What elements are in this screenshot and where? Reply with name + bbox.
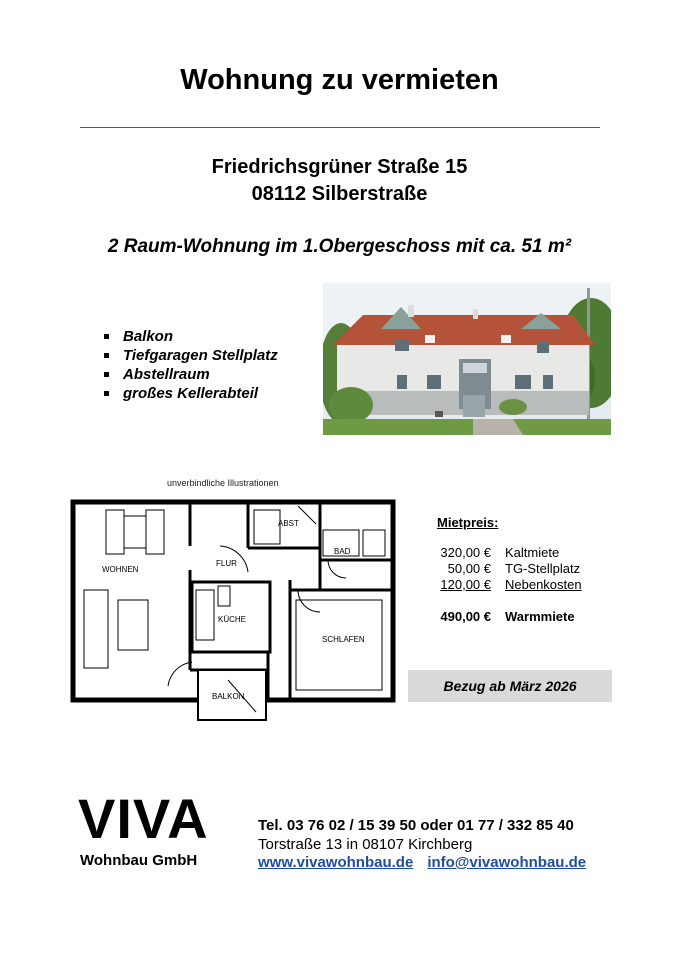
availability-badge: Bezug ab März 2026 xyxy=(408,670,612,702)
contact-phone: Tel. 03 76 02 / 15 39 50 oder 01 77 / 332 85 40 xyxy=(258,817,574,834)
feature-item: Balkon xyxy=(104,327,278,346)
price-total-row xyxy=(437,609,575,625)
price-heading: Mietpreis: xyxy=(437,515,499,530)
contact-address: Torstraße 13 in 08107 Kirchberg xyxy=(258,836,473,853)
address-street: Friedrichsgrüner Straße 15 xyxy=(211,156,468,178)
price-total-label: Warmmiete xyxy=(505,609,575,624)
floorplan xyxy=(68,490,398,722)
building-photo xyxy=(323,283,611,435)
company-logo: VIVA xyxy=(78,787,209,850)
divider xyxy=(80,127,600,128)
room-label-flur: FLUR xyxy=(216,559,237,568)
room-label-schlafen: SCHLAFEN xyxy=(322,635,365,644)
room-label-wohnen: WOHNEN xyxy=(102,565,139,574)
apartment-subtitle: 2 Raum-Wohnung im 1.Obergeschoss mit ca. 51 m² xyxy=(107,236,572,257)
room-label-balkon: BALKON xyxy=(212,692,245,701)
feature-item: Abstellraum xyxy=(104,365,278,384)
price-row xyxy=(437,561,580,577)
room-label-bad: BAD xyxy=(334,547,351,556)
company-subtitle: Wohnbau GmbH xyxy=(80,852,198,869)
price-row xyxy=(437,577,582,593)
website-link[interactable]: www.vivawohnbau.de xyxy=(258,854,414,871)
price-amount: 50,00 € xyxy=(447,561,491,576)
price-label: Kaltmiete xyxy=(505,545,560,560)
room-label-kueche: KÜCHE xyxy=(218,615,247,624)
email-link[interactable]: info@vivawohnbau.de xyxy=(427,854,587,871)
price-total-amount: 490,00 € xyxy=(440,609,491,624)
room-label-abst: ABST xyxy=(278,519,299,528)
price-label: Nebenkosten xyxy=(505,577,582,592)
page-title: Wohnung zu vermieten xyxy=(180,64,499,96)
price-label: TG-Stellplatz xyxy=(505,561,581,576)
price-row xyxy=(437,545,559,561)
price-amount: 120,00 € xyxy=(440,577,491,592)
feature-item: großes Kellerabteil xyxy=(104,384,278,403)
floorplan-caption: unverbindliche Illustrationen xyxy=(167,478,279,488)
address-city: 08112 Silberstraße xyxy=(251,183,428,205)
contact-links xyxy=(258,854,586,871)
price-amount: 320,00 € xyxy=(440,545,491,560)
feature-list xyxy=(104,327,278,403)
feature-item: Tiefgaragen Stellplatz xyxy=(104,346,278,365)
